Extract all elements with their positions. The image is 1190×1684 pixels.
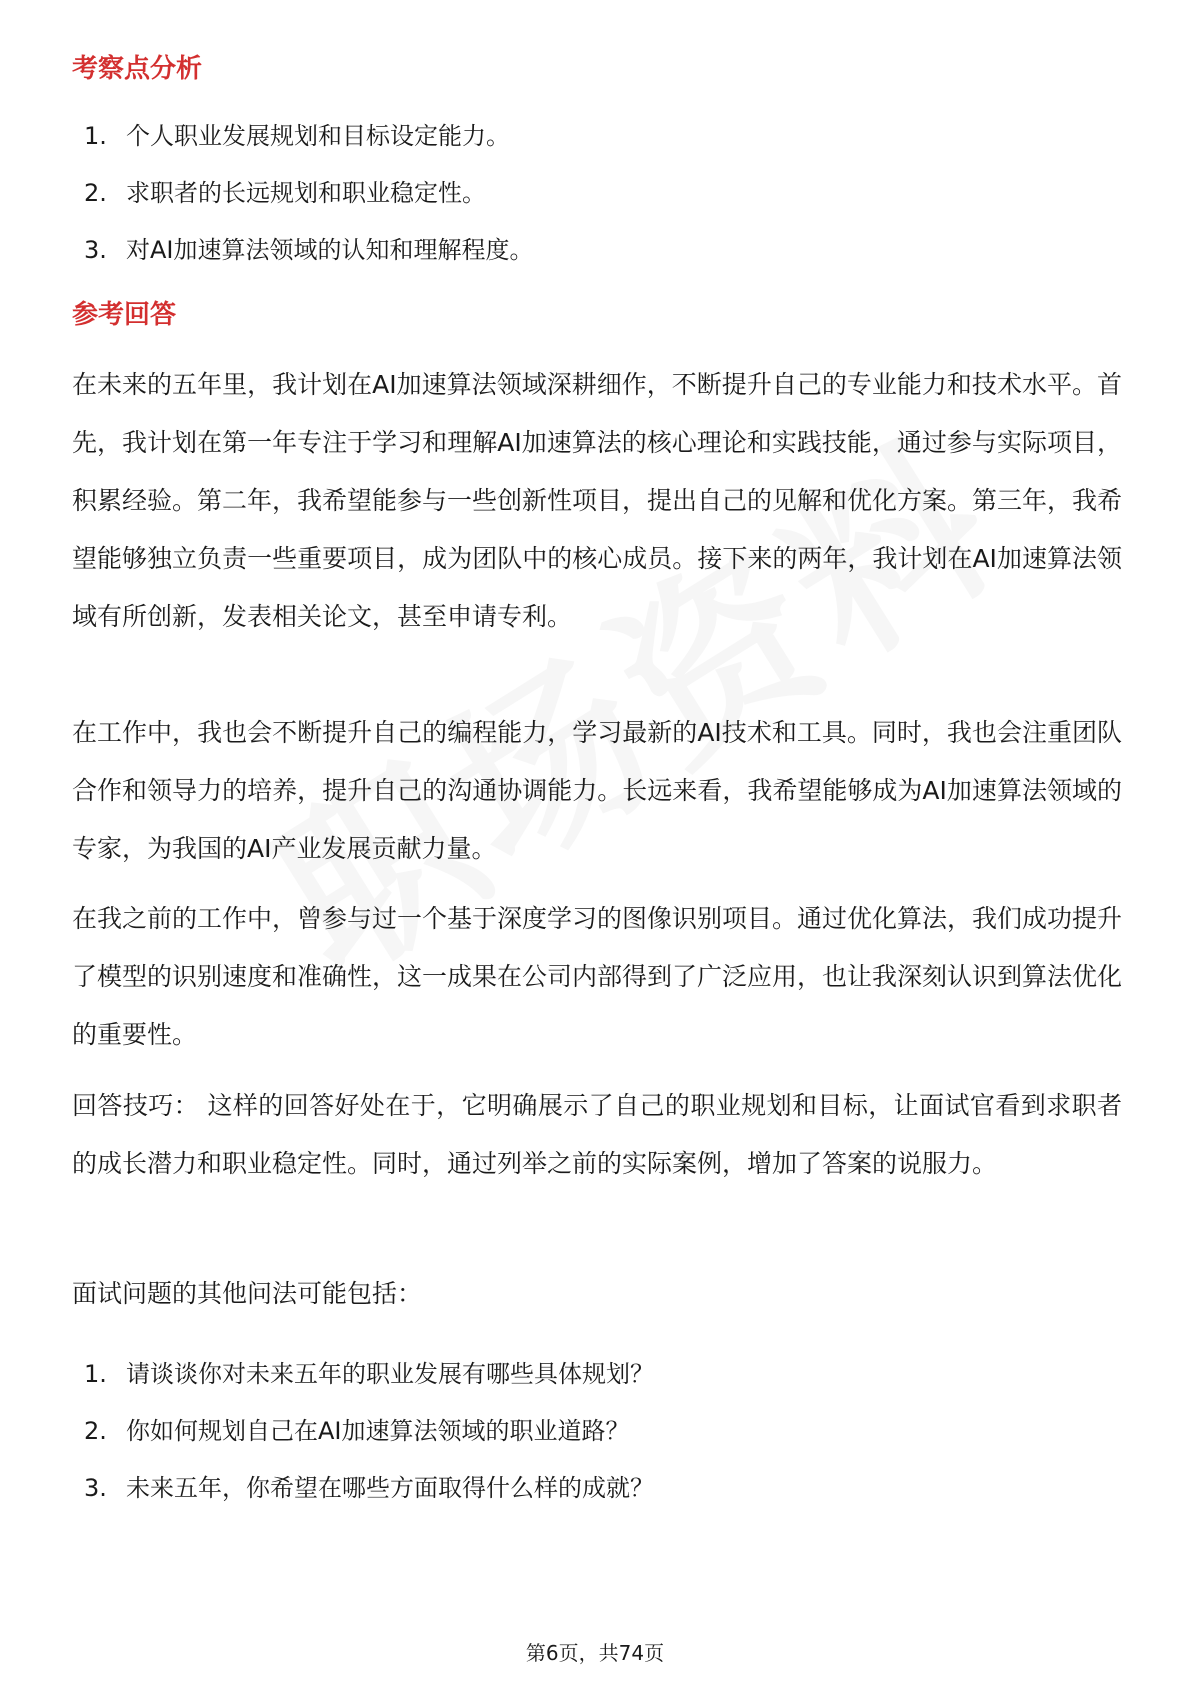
- list-item: 2. 求职者的长远规划和职业稳定性。: [84, 179, 486, 207]
- section-heading-answer: 参考回答: [72, 300, 177, 330]
- list-item: 1. 个人职业发展规划和目标设定能力。: [84, 122, 510, 150]
- answer-paragraph-3: 在我之前的工作中，曾参与过一个基于深度学习的图像识别项目。通过优化算法，我们成功提升了模型的识别速度和准确性，这一成果在公司内部得到了广泛应用，也让我深刻认识到算法优化的重要性。: [72, 904, 1123, 1049]
- other-questions-list: [84, 1346, 654, 1517]
- page-number-footer: 第6页，共74页: [525, 1641, 665, 1665]
- list-item: 3. 对AI加速算法领域的认知和理解程度。: [84, 236, 534, 264]
- list-item: 2. 你如何规划自己在AI加速算法领域的职业道路？: [84, 1417, 630, 1445]
- answer-tips: 回答技巧： 这样的回答好处在于，它明确展示了自己的职业规划和目标，让面试官看到求职者的成长潜力和职业稳定性。同时，通过列举之前的实际案例，增加了答案的说服力。: [72, 1091, 1122, 1178]
- answer-paragraph-2: 在工作中，我也会不断提升自己的编程能力，学习最新的AI技术和工具。同时，我也会注重团队合作和领导力的培养，提升自己的沟通协调能力。长远来看，我希望能够成为AI加速算法领域的专家，为我国的AI产业发展贡献力量。: [72, 718, 1122, 863]
- analysis-list: [84, 108, 534, 279]
- section-heading-analysis: 考察点分析: [72, 54, 203, 84]
- other-questions-intro: 面试问题的其他问法可能包括：: [72, 1279, 423, 1308]
- list-item: 3. 未来五年，你希望在哪些方面取得什么样的成就？: [84, 1474, 654, 1502]
- answer-paragraph-1: 在未来的五年里，我计划在AI加速算法领域深耕细作，不断提升自己的专业能力和技术水平。首先，我计划在第一年专注于学习和理解AI加速算法的核心理论和实践技能，通过参与实际项目，积累经验。第二年，我希望能参与一些创新性项目，提出自己的见解和优化方案。第三年，我希望能够独立负责一些重要项目，成为团队中的核心成员。接下来的两年，我计划在AI加速算法领域有所创新，发表相关论文，甚至申请专利。: [72, 370, 1123, 631]
- list-item: 1. 请谈谈你对未来五年的职业发展有哪些具体规划？: [84, 1360, 654, 1388]
